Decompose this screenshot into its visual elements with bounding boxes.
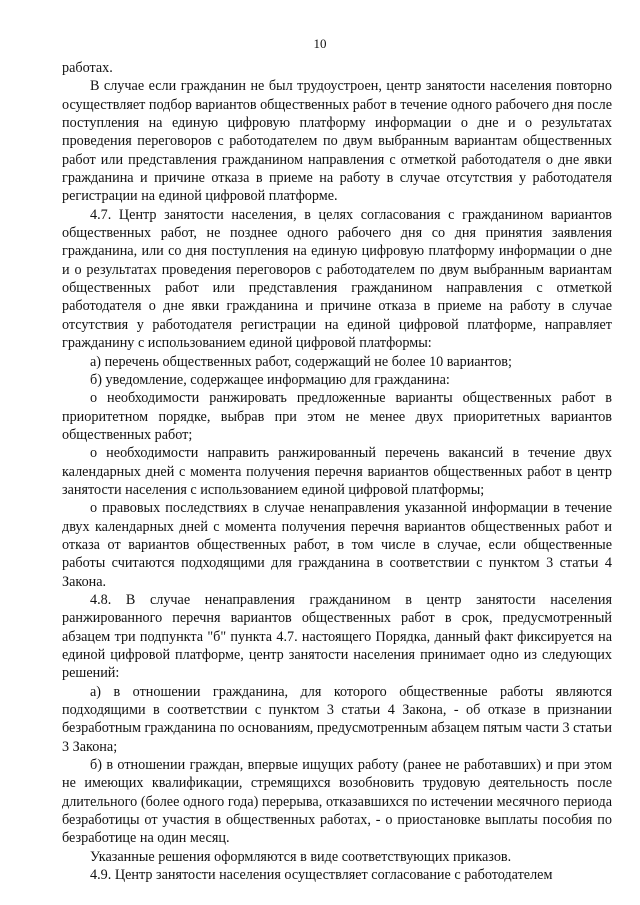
list-item-b: б) уведомление, содержащее информацию для гражданина: [90, 371, 450, 388]
paragraph-reselection: В случае если гражданин не был трудоустроен, центр занятости населения повторно осуществляет подбор вариантов общественных работ в течение одного рабочего дня после поступления на единую цифровую платформу информации о дне и о результатах проведения переговоров с работодателем по двум выбранным вариантам общественных работ или представления гражданином направления с отметкой работодателя о дне явки гражданина и причине отказа в приеме на работу в случае отсутствия у работодателя регистрации на единой цифровой платформе. [62, 78, 613, 205]
decision-item-a: а) в отношении гражданина, для которого общественные работы являются подходящими в соответствии с пунктом 3 статьи 4 Закона, - об отказе в признании безработным гражданина по основаниям, предусмотренным абзацем пятым части 3 статьи 3 Закона; [62, 683, 612, 755]
paragraph-continuation: работах. [62, 60, 113, 76]
sub-item-submit: о необходимости направить ранжированный перечень вакансий в течение двух календарных дней с момента получения перечня вариантов общественных работ в центр занятости населения с использованием единой цифровой платформы; [62, 445, 612, 498]
paragraph-4-9: 4.9. Центр занятости населения осуществляет согласование с работодателем [90, 867, 553, 884]
page-number: 10 [313, 36, 327, 51]
document-body [62, 59, 612, 884]
sub-item-ranking: о необходимости ранжировать предложенные варианты общественных работ в приоритетном порядке, выбрав при этом не менее двух приоритетных вариантов общественных работ; [62, 390, 612, 443]
paragraph-4-8: 4.8. В случае ненаправления гражданином в центр занятости населения ранжированного перечня вариантов общественных работ в срок, предусмотренный абзацем три подпункта "б" пункта 4.7. настоящего Порядка, данный факт фиксируется на единой цифровой платформе, центр занятости населения принимает одно из следующих решений: [62, 591, 612, 682]
list-item-a: а) перечень общественных работ, содержащий не более 10 вариантов; [90, 353, 512, 370]
decision-item-b: б) в отношении граждан, впервые ищущих работу (ранее не работавших) и при этом не имеющих квалификации, стремящихся возобновить трудовую деятельность после длительного (более одного года) перерыва, отказавшихся по истечении месячного периода безработицы от участия в общественных работах, - о приостановке выплаты пособия по безработице на один месяц. [62, 757, 612, 847]
paragraph-4-7: 4.7. Центр занятости населения, в целях согласования с гражданином вариантов общественных работ, не позднее одного рабочего дня со дня принятия заявления гражданина, или со дня поступления на единую цифровую платформу информации о дне и о результатах проведения переговоров с работодателем по двум выбранным вариантам общественных работ или представления гражданином направления с отметкой работодателя о дне явки гражданина и причине отказа в приеме на работу в случае отсутствия у работодателя регистрации на единой цифровой платформе, направляет гражданину с использованием единой цифровой платформы: [62, 206, 612, 352]
paragraph-orders: Указанные решения оформляются в виде соответствующих приказов. [90, 848, 512, 865]
sub-item-consequences: о правовых последствиях в случае ненаправления указанной информации в течение двух календарных дней с момента получения перечня вариантов общественных работ и отказа от вариантов общественных работ, в том числе в случае, если общественные работы считаются подходящими для гражданина в соответствии с пунктом 3 статьи 4 Закона. [62, 500, 612, 590]
